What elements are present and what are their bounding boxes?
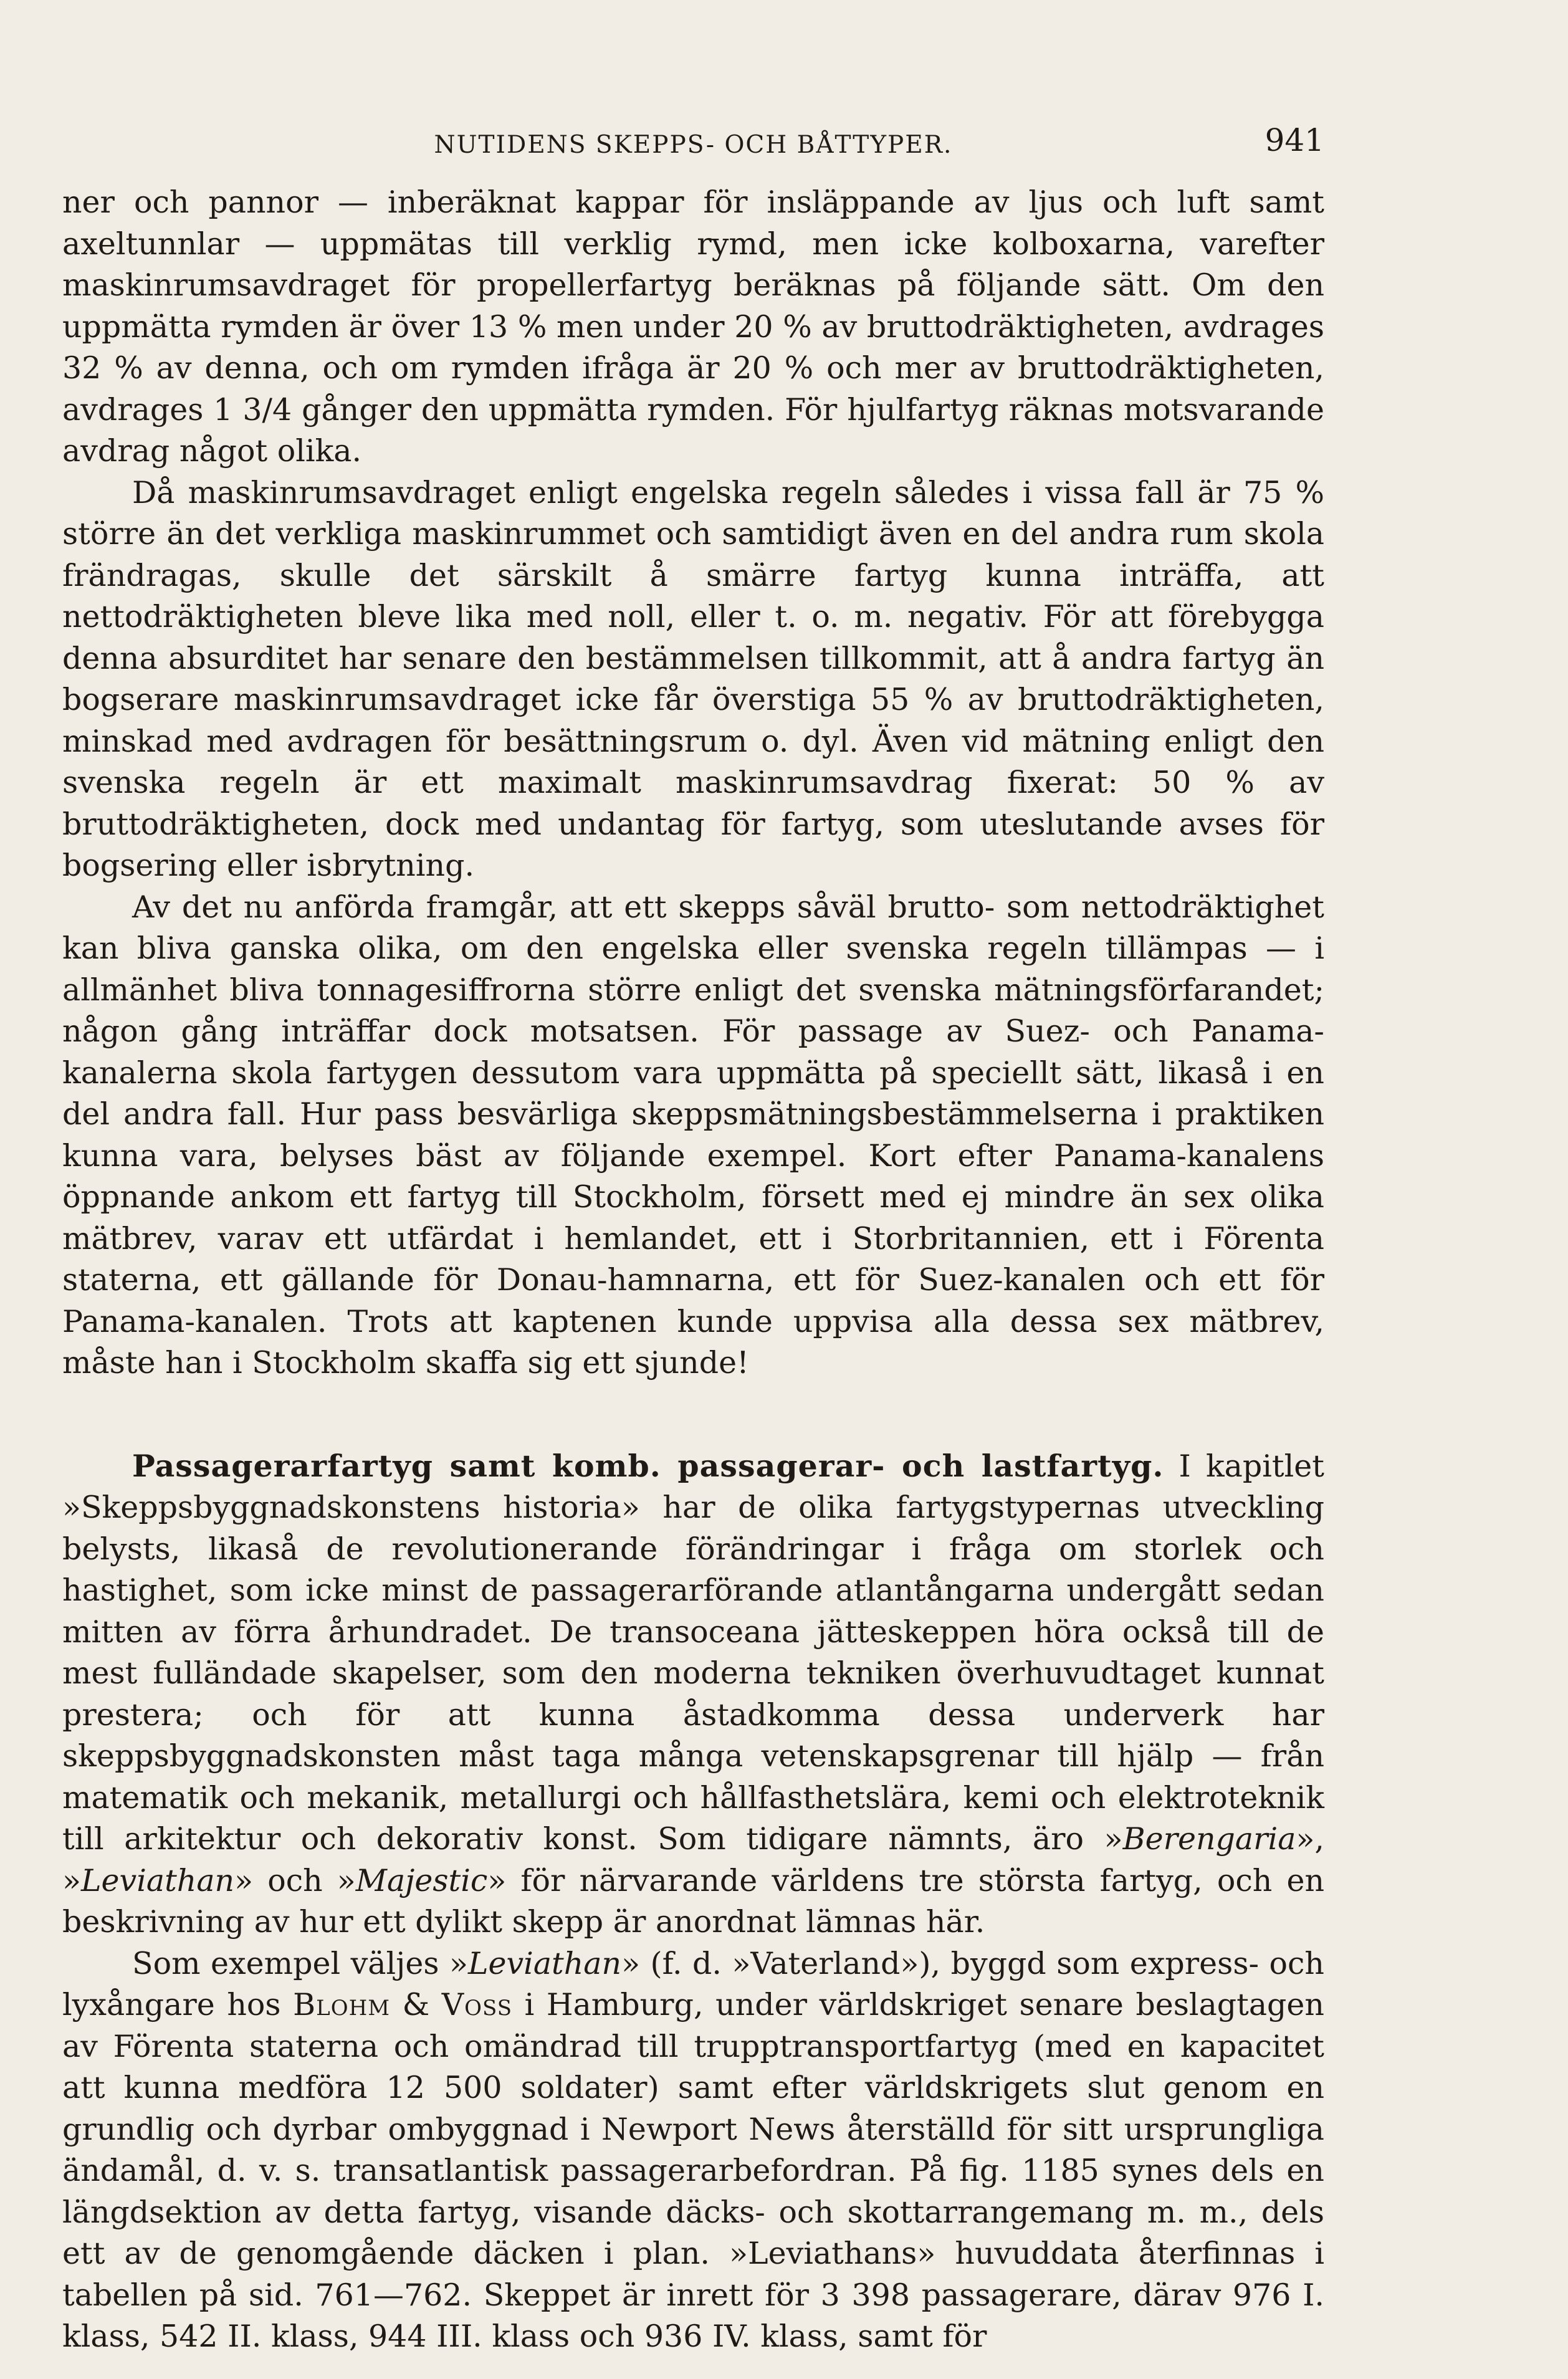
shipyard-name: Voss — [441, 1987, 513, 2022]
paragraph-passenger-ships — [62, 1445, 1324, 1943]
running-header — [62, 122, 1324, 166]
text-run: » för närvarande världens tre största fartyg, och en beskrivning av hur ett dylikt skepp är anordnat lämnas här. — [62, 1862, 1324, 1940]
running-title: NUTIDENS SKEPPS- OCH BÅTTYPER. — [434, 131, 953, 159]
text-run: » (f. d. »Vaterland»), byggd som express- och lyxångare hos — [62, 1945, 1324, 2022]
text-run: & — [390, 1987, 442, 2022]
ship-name: Leviathan — [467, 1945, 622, 1981]
text-run: i Hamburg, under världskriget senare beslagtagen av Förenta staterna och omändrad till trupptransportfartyg (med en kapacitet att kunna medföra 12 500 soldater) samt efter världskrigets slut genom en grundlig och dyrbar ombyggnad i Newport News återställd för sitt ursprungliga ändamål, d. v. s. transatlantisk passagerarbefordran. På fig. 1185 synes dels en längdsektion av detta fartyg, visande däcks- och skottarrangemang m. m., dels ett av de genomgående däcken i plan. »Leviathans» huvuddata återfinnas i tabellen på sid. 761—762. Skeppet är inrett för 3 398 passagerare, därav 976 I. klass, 542 II. klass, 944 III. klass och 936 IV. klass, samt för — [62, 1987, 1324, 2354]
text-run: Som exempel väljes » — [132, 1945, 468, 1981]
text-run: I kapitlet »Skeppsbyggnadskonstens historia» har de olika fartygstypernas utveckling belysts, likaså de revolutionerande förändringar i fråga om storlek och hastighet, som icke minst de passagerarförande atlantångarna undergått sedan mitten av förra århundradet. De transoceana jätteskeppen höra också till de mest fulländade skapelser, som den moderna tekniken överhuvudtaget kunnat prestera; och för att kunna åstadkomma dessa underverk har skeppsbyggnadskonsten måst taga många vetenskapsgrenar till hjälp — från matematik och mekanik, metallurgi och hållfasthetslära, kemi och elektroteknik till arkitektur och dekorativ konst. Som tidigare nämnts, äro » — [62, 1448, 1324, 1857]
ship-name: Leviathan — [80, 1862, 235, 1898]
text-run: », » — [62, 1821, 1324, 1898]
paragraph-leviathan-example — [62, 1943, 1324, 2358]
text-run: » och » — [234, 1862, 356, 1898]
paragraph-english-rule: Då maskinrumsavdraget enligt engelska regeln således i vissa fall är 75 % större än det verkliga maskinrummet och samtidigt även en del andra rum skola frändragas, skulle det särskilt å smärre fartyg kunna inträffa, att nettodräktigheten bleve lika med noll, eller t. o. m. negativ. För att förebygga denna absurditet har senare den bestämmelsen tillkommit, att å andra fartyg än bogserare maskinrumsavdraget icke får överstiga 55 % av bruttodräktigheten, minskad med avdragen för besättningsrum o. dyl. Även vid mätning enligt den svenska regeln är ett maximalt maskinrumsavdrag fixerat: 50 % av bruttodräktigheten, dock med undantag för fartyg, som uteslutande avses för bogsering eller isbrytning. — [62, 474, 1324, 883]
body-text — [62, 182, 1324, 2358]
ship-name: Majestic — [355, 1862, 488, 1898]
page-number: 941 — [1264, 122, 1324, 158]
shipyard-name: Blohm — [293, 1987, 391, 2022]
paragraph-engine-room-deduction: ner och pannor — inberäknat kappar för insläppande av ljus och luft samt axeltunnlar — uppmätas till verklig rymd, men icke kolboxarna, varefter maskinrumsavdraget för propellerfartyg beräknas på följande sätt. Om den uppmätta rymden är över 13 % men under 20 % av bruttodräktigheten, avdrages 32 % av denna, och om rymden ifråga är 20 % och mer av bruttodräktigheten, avdrages 1 3/4 gånger den uppmätta rymden. För hjulfartyg räknas motsvarande avdrag något olika. — [62, 184, 1324, 469]
ship-name: Berengaria — [1122, 1821, 1296, 1857]
section-run-in-heading: Passagerarfartyg samt komb. passagerar- och lastfartyg. — [132, 1447, 1164, 1484]
paragraph-measurement-certificates: Av det nu anförda framgår, att ett skepps såväl brutto- som nettodräktighet kan bliva ganska olika, om den engelska eller svenska regeln tillämpas — i allmänhet bliva tonnagesiffrorna större enligt det svenska mätningsförfarandet; någon gång inträffar dock motsatsen. För passage av Suez- och Panama-kanalerna skola fartygen dessutom vara uppmätta på speciellt sätt, likaså i en del andra fall. Hur pass besvärliga skeppsmätningsbestämmelserna i praktiken kunna vara, belyses bäst av följande exempel. Kort efter Panama-kanalens öppnande ankom ett fartyg till Stockholm, försett med ej mindre än sex olika mätbrev, varav ett utfärdat i hemlandet, ett i Storbritannien, ett i Förenta staterna, ett gällande för Donau-hamnarna, ett för Suez-kanalen och ett för Panama-kanalen. Trots att kaptenen kunde uppvisa alla dessa sex mätbrev, måste han i Stockholm skaffa sig ett sjunde! — [62, 889, 1324, 1381]
